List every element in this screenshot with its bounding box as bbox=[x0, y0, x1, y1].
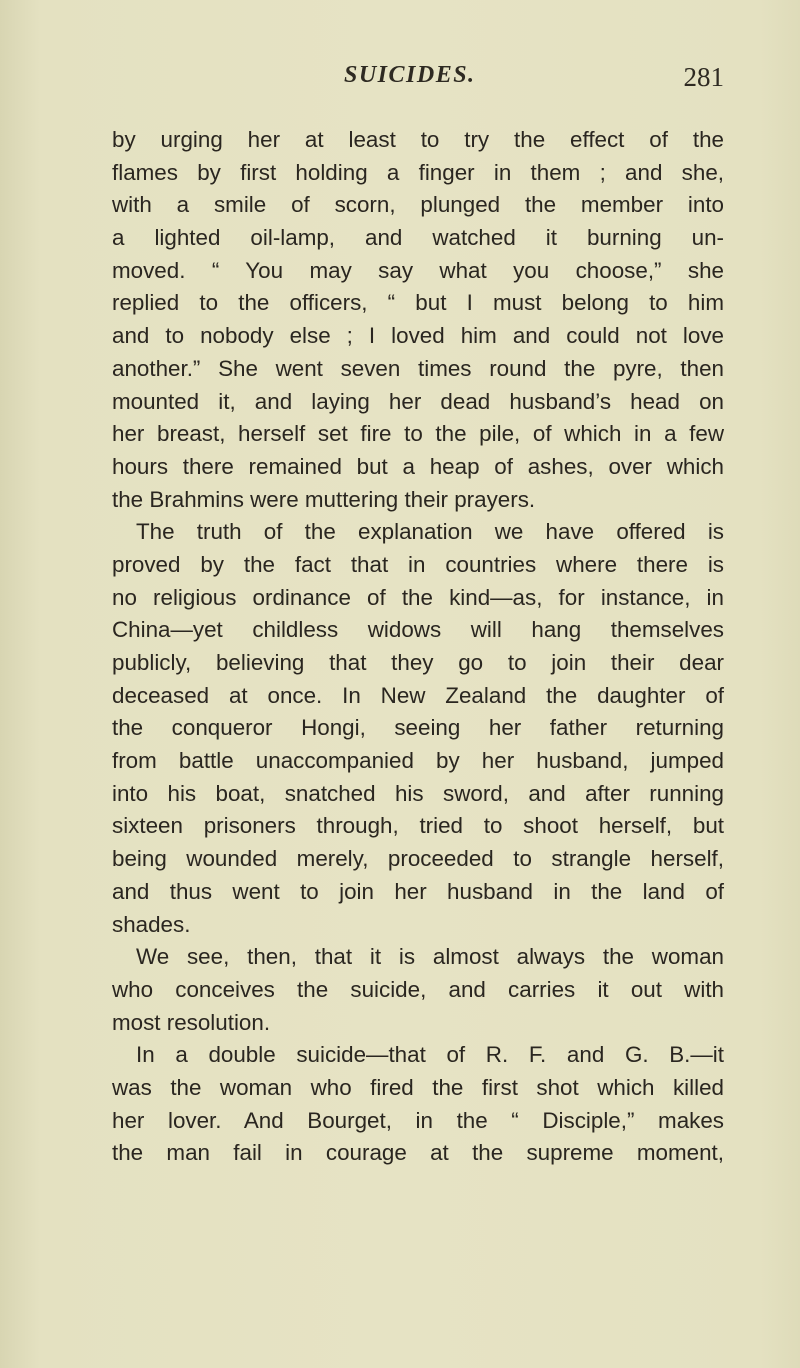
text-line: The truth of the explanation we have offered is bbox=[136, 519, 724, 545]
text-line: and thus went to join her husband in the land of bbox=[112, 878, 724, 904]
text-line: We see, then, that it is almost always the woman bbox=[136, 944, 724, 970]
text-line: moved. “ You may say what you choose,” she bbox=[112, 257, 724, 283]
paragraph-2 bbox=[112, 516, 724, 941]
running-title: SUICIDES. bbox=[344, 62, 476, 88]
text-line: sixteen prisoners through, tried to shoot herself, but bbox=[112, 813, 724, 839]
text-line: replied to the officers, “ but I must belong to him bbox=[112, 290, 724, 316]
text-line: China—yet childless widows will hang themselves bbox=[112, 617, 724, 643]
text-line: with a smile of scorn, plunged the member into bbox=[112, 192, 724, 218]
text-line: deceased at once. In New Zealand the daughter of bbox=[112, 682, 724, 708]
text-line: the conqueror Hongi, seeing her father returning bbox=[112, 715, 724, 741]
text-line: being wounded merely, proceeded to strangle herself, bbox=[112, 846, 724, 872]
text-line: another.” She went seven times round the pyre, then bbox=[112, 355, 724, 381]
text-line: no religious ordinance of the kind—as, for instance, in bbox=[112, 584, 724, 610]
text-line: from battle unaccompanied by her husband, jumped bbox=[112, 748, 724, 774]
text-line: by urging her at least to try the effect of the bbox=[112, 127, 724, 152]
text-line: flames by first holding a finger in them ; and she, bbox=[112, 159, 724, 185]
paragraph-1 bbox=[112, 124, 724, 516]
text-line: shades. bbox=[112, 911, 191, 937]
text-line: the man fail in courage at the supreme moment, bbox=[112, 1140, 724, 1166]
text-line: In a double suicide—that of R. F. and G. B.—it bbox=[136, 1042, 724, 1068]
body-text bbox=[112, 124, 724, 1170]
text-line: who conceives the suicide, and carries it out with bbox=[112, 976, 724, 1002]
text-line: the Brahmins were muttering their prayers. bbox=[112, 486, 536, 512]
text-line: into his boat, snatched his sword, and after running bbox=[112, 780, 724, 806]
page-number: 281 bbox=[683, 62, 724, 92]
text-line: most resolution. bbox=[112, 1009, 271, 1035]
text-line: hours there remained but a heap of ashes, over which bbox=[112, 453, 724, 479]
text-line: her lover. And Bourget, in the “ Disciple,” makes bbox=[112, 1107, 724, 1133]
text-line: mounted it, and laying her dead husband’s head on bbox=[112, 388, 724, 414]
text-line: proved by the fact that in countries where there is bbox=[112, 551, 724, 577]
paragraph-3 bbox=[112, 941, 724, 1039]
text-line: and to nobody else ; I loved him and could not love bbox=[112, 323, 724, 349]
page-header bbox=[112, 62, 724, 102]
text-line: a lighted oil-lamp, and watched it burning un- bbox=[112, 225, 724, 251]
text-line: was the woman who fired the first shot which killed bbox=[112, 1074, 724, 1100]
paragraph-4 bbox=[112, 1039, 724, 1170]
text-line: her breast, herself set fire to the pile, of which in a few bbox=[112, 421, 724, 447]
text-line: publicly, believing that they go to join their dear bbox=[112, 650, 724, 675]
